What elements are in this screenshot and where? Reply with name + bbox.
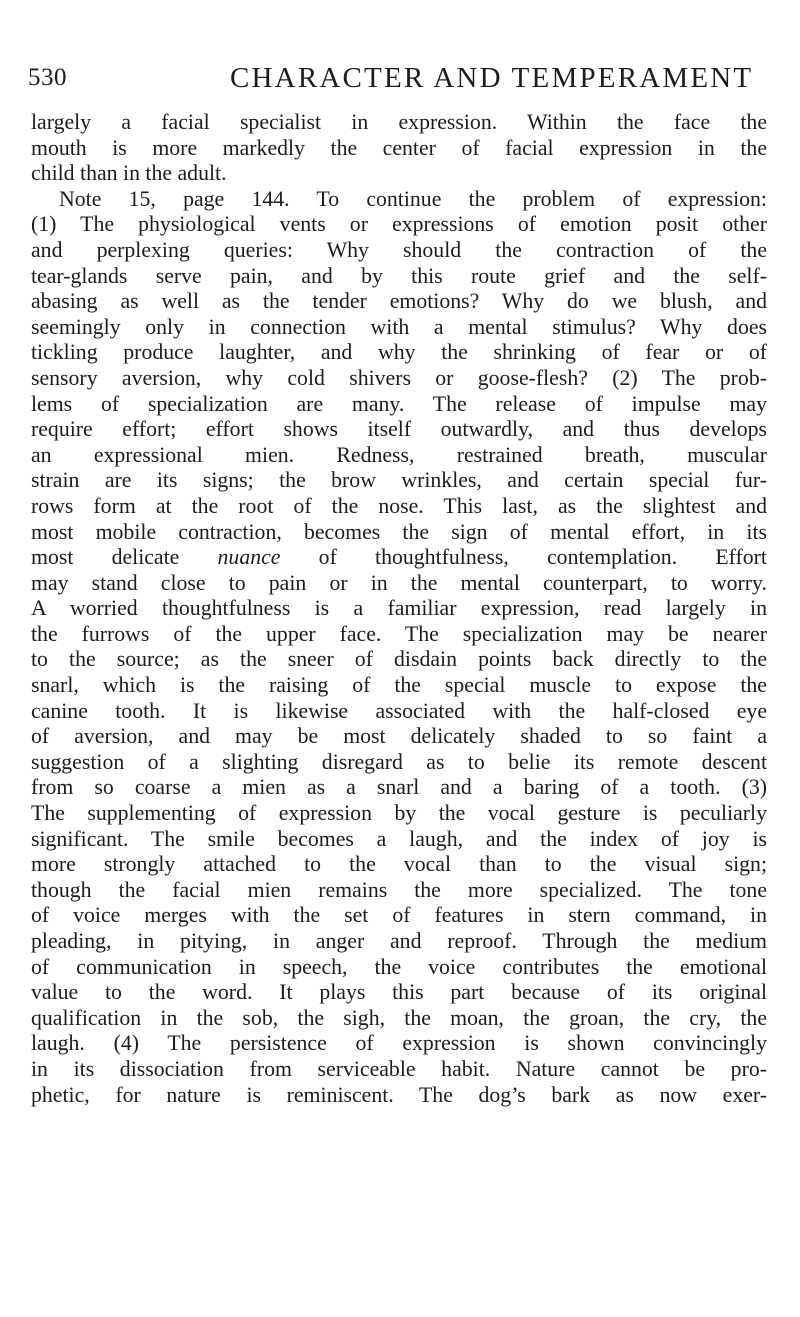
text-line: pleading, in pitying, in anger and reproof. Through the medium <box>31 929 767 953</box>
running-head <box>28 62 768 102</box>
text-line: qualification in the sob, the sigh, the moan, the groan, the cry, the <box>31 1005 767 1030</box>
text-line: from so coarse a mien as a snarl and a baring of a tooth. (3) <box>31 775 767 800</box>
text-line: laugh. (4) The persistence of expression is shown convincingly <box>31 1031 767 1056</box>
page-number: 530 <box>28 64 67 91</box>
text-line: seemingly only in connection with a mental stimulus? Why does <box>31 314 767 339</box>
text-line: phetic, for nature is reminiscent. The dog’s bark as now exer- <box>31 1082 767 1107</box>
text-line: most mobile contraction, becomes the sign of mental effort, in its <box>31 519 767 544</box>
text-line: mouth is more markedly the center of facial expression in the <box>31 135 767 160</box>
text-line: child than in the adult. <box>31 161 227 186</box>
text-line: tear-glands serve pain, and by this route grief and the self- <box>31 263 767 288</box>
text-line: and perplexing queries: Why should the contraction of the <box>31 237 767 262</box>
text-line-mixed <box>31 545 767 571</box>
running-title: CHARACTER AND TEMPERAMENT <box>230 62 754 94</box>
text-line: an expressional mien. Redness, restrained breath, muscular <box>31 442 767 467</box>
text-line: require effort; effort shows itself outwardly, and thus develops <box>31 417 767 442</box>
text-line: of communication in speech, the voice contributes the emotional <box>31 954 767 979</box>
text-line: of voice merges with the set of features in stern command, in <box>31 903 767 928</box>
text-line: more strongly attached to the vocal than to the visual sign; <box>31 852 767 877</box>
text-line: canine tooth. It is likewise associated with the half-closed eye <box>31 698 767 723</box>
text-line: may stand close to pain or in the mental counterpart, to worry. <box>31 570 767 595</box>
text-line: largely a facial specialist in expression. Within the face the <box>31 110 767 134</box>
text-line: The supplementing of expression by the vocal gesture is peculiarly <box>31 801 767 826</box>
italic-term: nuance <box>217 545 281 570</box>
text-line: Note 15, page 144. To continue the problem of expression: <box>59 186 767 211</box>
text-line: value to the word. It plays this part because of its original <box>31 980 767 1005</box>
text-line: significant. The smile becomes a laugh, and the index of joy is <box>31 826 767 851</box>
text-line: abasing as well as the tender emotions? Why do we blush, and <box>31 289 767 314</box>
text-line: suggestion of a slighting disregard as to belie its remote descent <box>31 749 767 774</box>
text-line: of aversion, and may be most delicately shaded to so faint a <box>31 724 767 749</box>
text-segment: most delicate <box>31 545 180 570</box>
text-segment: of thoughtfulness, contemplation. Effort <box>318 545 767 570</box>
text-line: in its dissociation from serviceable habit. Nature cannot be pro- <box>31 1056 767 1081</box>
body-text <box>31 110 767 1108</box>
text-line: rows form at the root of the nose. This last, as the slightest and <box>31 493 767 518</box>
text-line: tickling produce laughter, and why the shrinking of fear or of <box>31 340 767 365</box>
text-line: the furrows of the upper face. The specialization may be nearer <box>31 621 767 646</box>
text-line: (1) The physiological vents or expressions of emotion posit other <box>31 212 767 237</box>
text-line: to the source; as the sneer of disdain points back directly to the <box>31 647 767 672</box>
text-line: A worried thoughtfulness is a familiar expression, read largely in <box>31 596 767 621</box>
text-line: strain are its signs; the brow wrinkles, and certain special fur- <box>31 468 767 493</box>
text-line: lems of specialization are many. The release of impulse may <box>31 391 767 416</box>
text-line: snarl, which is the raising of the special muscle to expose the <box>31 673 767 698</box>
text-line: sensory aversion, why cold shivers or goose-flesh? (2) The prob- <box>31 365 767 390</box>
text-line: though the facial mien remains the more specialized. The tone <box>31 877 767 902</box>
